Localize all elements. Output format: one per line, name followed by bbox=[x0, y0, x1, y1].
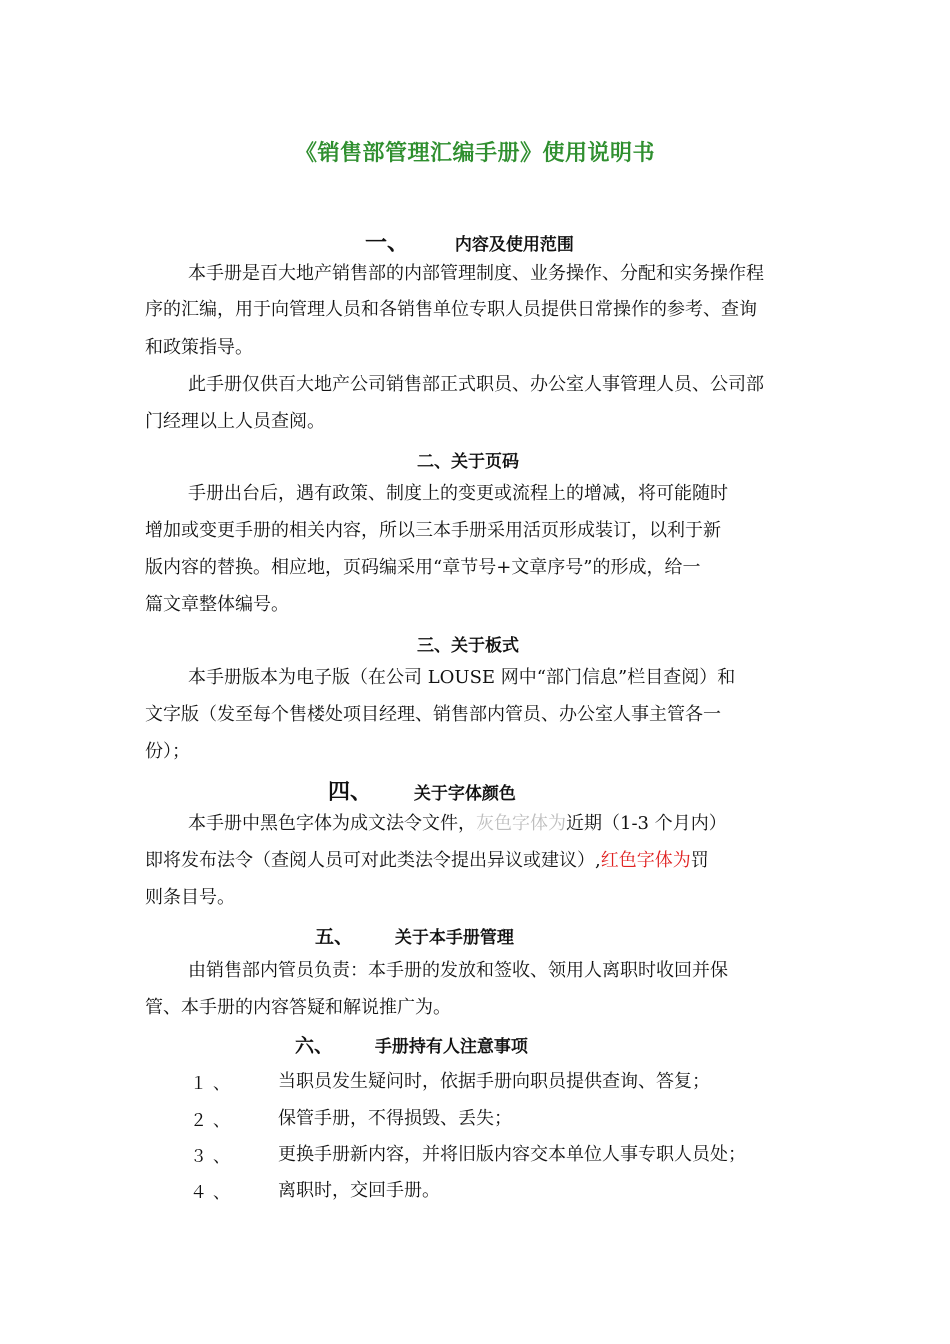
s4-line-2-end: 罚 bbox=[690, 850, 709, 871]
section-6-title: 手册持有人注意事项 bbox=[374, 1037, 528, 1057]
list-item-1-text: 当职员发生疑问时，依据手册向职员提供查询、答复； bbox=[278, 1071, 710, 1092]
s4-line-3: 则条目号。 bbox=[145, 887, 235, 908]
s4-line-2-start: 即将发布法令（查阅人员可对此类法令提出异议或建议）, bbox=[145, 850, 601, 871]
section-5-number: 五、 bbox=[315, 926, 354, 948]
section-6-number: 六、 bbox=[295, 1035, 334, 1057]
section-2-heading: 二、关于页码 bbox=[417, 452, 519, 472]
list-item-4-text: 离职时，交回手册。 bbox=[278, 1180, 440, 1201]
s3-line-2: 文字版（发至每个售楼处项目经理、销售部内管员、办公室人事主管各一 bbox=[145, 704, 721, 725]
s1-line-1: 本手册是百大地产销售部的内部管理制度、业务操作、分配和实务操作程 bbox=[188, 263, 764, 284]
section-4-title: 关于字体颜色 bbox=[413, 784, 516, 804]
section-4-number: 四、 bbox=[328, 779, 373, 805]
list-item-1-number: １、 bbox=[190, 1074, 236, 1094]
s4-line-2 bbox=[145, 849, 709, 873]
s2-line-3: 版内容的替换。相应地，页码编采用“章节号+文章序号”的形成，给一 bbox=[145, 557, 701, 578]
s4-line-1 bbox=[188, 812, 727, 836]
s3-line-3: 份）； bbox=[145, 741, 190, 762]
s5-line-2: 管、本手册的内容答疑和解说推广为。 bbox=[145, 997, 451, 1018]
s1-line-3: 和政策指导。 bbox=[145, 337, 253, 358]
s1-line-5: 门经理以上人员查阅。 bbox=[145, 411, 325, 432]
list-item-4-number: ４、 bbox=[190, 1183, 236, 1203]
s2-line-4: 篇文章整体编号。 bbox=[145, 594, 289, 615]
section-1-title: 内容及使用范围 bbox=[454, 235, 574, 255]
section-1-number: 一、 bbox=[365, 230, 410, 256]
list-item-3-number: ３、 bbox=[190, 1147, 236, 1167]
s1-line-4: 此手册仅供百大地产公司销售部正式职员、办公室人事管理人员、公司部 bbox=[188, 374, 764, 395]
s1-line-2: 序的汇编，用于向管理人员和各销售单位专职人员提供日常操作的参考、查询 bbox=[145, 299, 757, 320]
list-item-3-text: 更换手册新内容，并将旧版内容交本单位人事专职人员处； bbox=[278, 1144, 746, 1165]
list-item-2-number: ２、 bbox=[190, 1111, 236, 1131]
s4-red-text: 红色字体为 bbox=[600, 850, 691, 871]
section-5-heading bbox=[315, 922, 514, 949]
s2-line-1: 手册出台后，遇有政策、制度上的变更或流程上的增减，将可能随时 bbox=[188, 483, 728, 504]
section-1-heading bbox=[365, 226, 574, 257]
document-title: 《销售部管理汇编手册》使用说明书 bbox=[294, 141, 655, 166]
s3-line-1: 本手册版本为电子版（在公司 LOUSE 网中“部门信息”栏目查阅）和 bbox=[188, 667, 736, 688]
section-4-heading bbox=[328, 775, 516, 806]
s5-line-1: 由销售部内管员负责：本手册的发放和签收、领用人离职时收回并保 bbox=[188, 960, 728, 981]
section-5-title: 关于本手册管理 bbox=[394, 928, 514, 948]
s4-line-1-end: 近期（1-3 个月内） bbox=[566, 813, 727, 834]
s2-line-2: 增加或变更手册的相关内容，所以三本手册采用活页形成装订，以利于新 bbox=[145, 520, 721, 541]
section-3-heading: 三、关于板式 bbox=[417, 636, 519, 656]
section-6-heading bbox=[295, 1031, 528, 1058]
s4-black-text: 本手册中黑色字体为成文法令文件， bbox=[188, 813, 476, 834]
list-item-2-text: 保管手册，不得损毁、丢失； bbox=[278, 1108, 512, 1129]
s4-gray-text: 灰色字体为 bbox=[476, 813, 566, 834]
